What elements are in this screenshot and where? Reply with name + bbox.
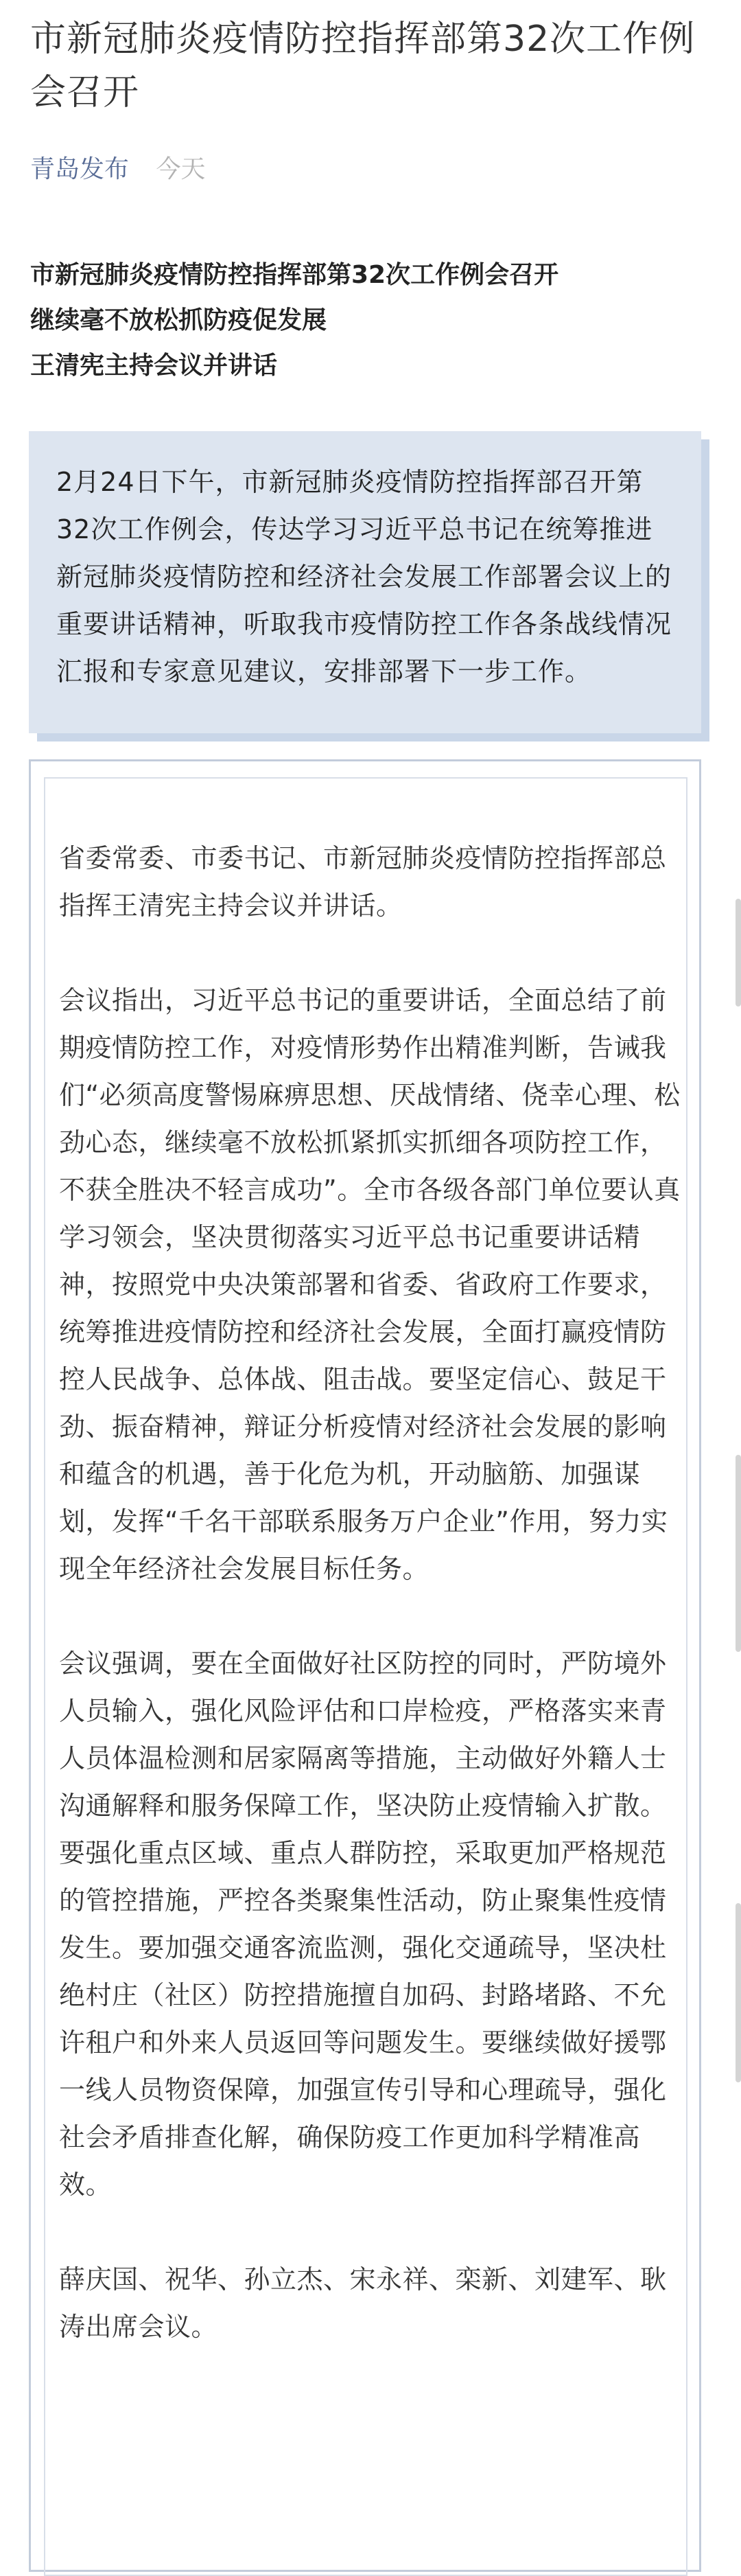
scrollbar-thumb[interactable] xyxy=(736,1455,741,1652)
summary-box xyxy=(29,431,701,733)
summary-text: 2月24日下午，市新冠肺炎疫情防控指挥部召开第32次工作例会，传达学习习近平总书记在统筹推进新冠肺炎疫情防控和经济社会发展工作部署会议上的重要讲话精神，听取我市疫情防控工作各条战线情况汇报和专家意见建议，安排部署下一步工作。 xyxy=(56,467,672,687)
scrollbar[interactable] xyxy=(736,755,741,2549)
paragraph-meeting-emphasis: 会议强调，要在全面做好社区防控的同时，严防境外人员输入，强化风险评估和口岸检疫，严格落实来青人员体温检测和居家隔离等措施，主动做好外籍人士沟通解释和服务保障工作，坚决防止疫情输入扩散。要强化重点区域、重点人群防控，采取更加严格规范的管控措施，严控各类聚集性活动，防止聚集性疫情发生。要加强交通客流监测，强化交通疏导，坚决杜绝村庄（社区）防控措施擅自加码、封路堵路、不允许租户和外来人员返回等问题发生。要继续做好援鄂一线人员物资保障，加强宣传引导和心理疏导，强化社会矛盾排查化解，确保防疫工作更加科学精准高效。 xyxy=(59,1648,667,2200)
paragraph-meeting-points: 会议指出，习近平总书记的重要讲话，全面总结了前期疫情防控工作，对疫情形势作出精准判断，告诫我们“必须高度警惕麻痹思想、厌战情绪、侥幸心理、松劲心态，继续毫不放松抓紧抓实抓细各项防控工作，不获全胜决不轻言成功”。全市各级各部门单位要认真学习领会，坚决贯彻落实习近平总书记重要讲话精神，按照党中央决策部署和省委、省政府工作要求，统筹推进疫情防控和经济社会发展，全面打赢疫情防控人民战争、总体战、阻击战。要坚定信心、鼓足干劲、振奋精神，辩证分析疫情对经济社会发展的影响和蕴含的机遇，善于化危为机，开动脑筋、加强谋划，发挥“千名干部联系服务万户企业”作用，努力实现全年经济社会发展目标任务。 xyxy=(59,985,681,1584)
author-link[interactable]: 青岛发布 xyxy=(30,155,130,183)
subheading-2: 继续毫不放松抓防疫促发展 xyxy=(30,306,327,334)
article-title: 市新冠肺炎疫情防控指挥部第32次工作例会召开 xyxy=(30,19,696,113)
scrollbar-thumb[interactable] xyxy=(736,899,741,1007)
scrollbar-thumb[interactable] xyxy=(736,1903,741,2082)
subheading-3: 王清宪主持会议并讲话 xyxy=(30,352,278,380)
subheadings xyxy=(30,253,709,389)
paragraph-attendees: 薛庆国、祝华、孙立杰、宋永祥、栾新、刘建军、耿涛出席会议。 xyxy=(59,2264,667,2342)
article-body xyxy=(59,835,681,2398)
paragraph-host: 省委常委、市委书记、市新冠肺炎疫情防控指挥部总指挥王清宪主持会议并讲话。 xyxy=(59,843,667,921)
article-meta xyxy=(30,151,205,188)
subheading-1: 市新冠肺炎疫情防控指挥部第32次工作例会召开 xyxy=(30,261,559,289)
publish-date: 今天 xyxy=(156,155,206,183)
